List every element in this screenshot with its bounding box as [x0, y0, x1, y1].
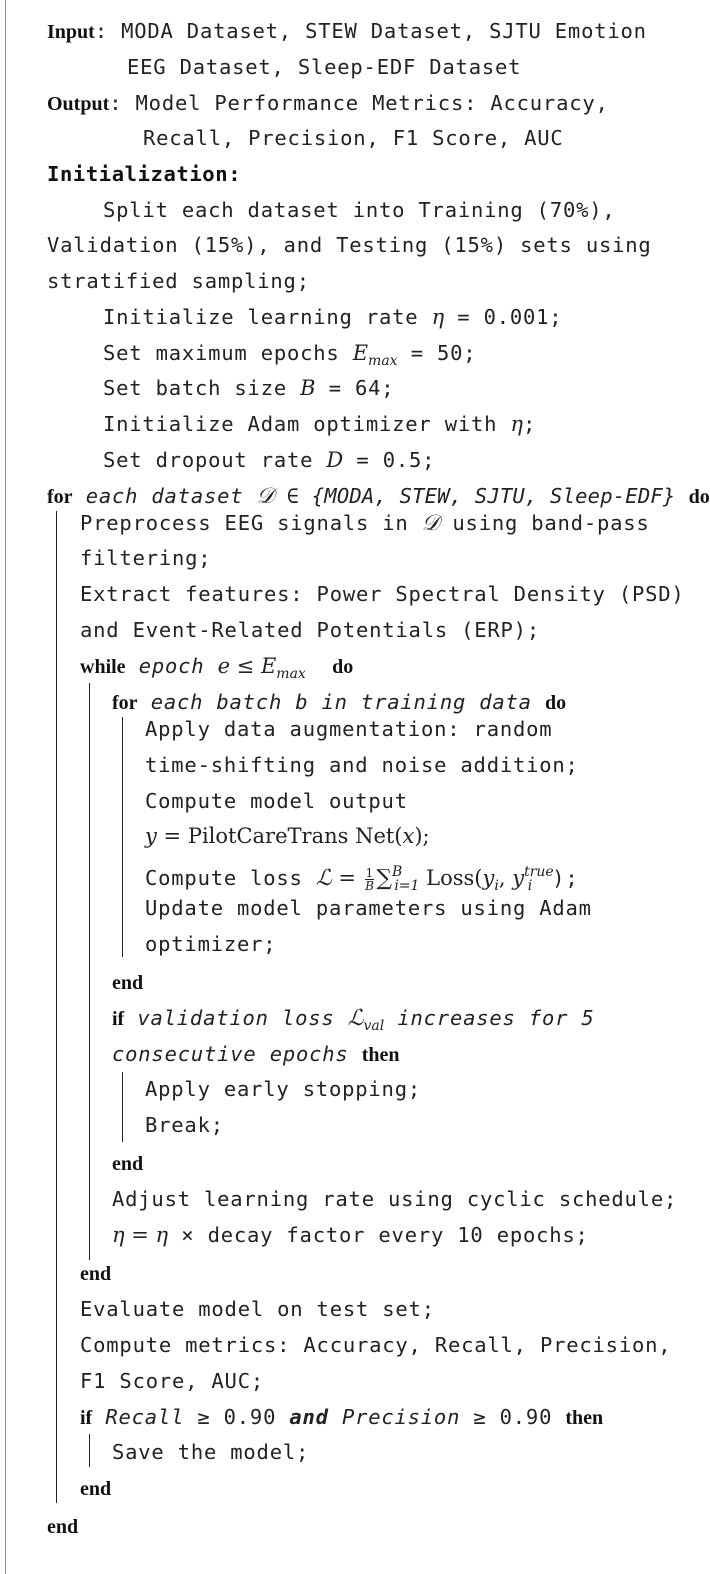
adam-text: Initialize Adam optimizer with — [103, 412, 511, 436]
end-while: end — [80, 1263, 112, 1285]
loss-y-true: y — [512, 866, 525, 890]
out-x: x — [402, 824, 415, 848]
initialization-heading: Initialization: — [47, 162, 242, 186]
input-datasets-1: : MODA Dataset, STEW Dataset, SJTU Emotion — [94, 19, 647, 43]
while-max-sub: max — [276, 666, 306, 682]
batch-symbol: B — [300, 376, 316, 400]
eta-right: η — [155, 1223, 169, 1247]
for-dataset-block-bar — [56, 511, 57, 1503]
if-save-block-bar — [89, 1434, 90, 1467]
init-learning-rate — [103, 302, 562, 332]
loss-y-sub: i — [494, 878, 499, 894]
if-val-sub: val — [363, 1018, 385, 1034]
output-compute-line-1: Compute model output — [145, 789, 408, 813]
output-compute-line-2 — [145, 821, 430, 851]
adjust-lr-line: Adjust learning rate using cyclic schedule; — [112, 1187, 678, 1211]
augment-line-2: time-shifting and noise addition; — [145, 753, 579, 777]
end-for-batch: end — [112, 972, 144, 994]
while-do-keyword: do — [332, 656, 354, 678]
loss-fn: Loss( — [419, 866, 483, 890]
split-line-3: stratified sampling; — [47, 269, 310, 293]
init-adam — [103, 409, 536, 439]
if-save-line — [80, 1402, 603, 1432]
preprocess-line-2: filtering; — [80, 546, 212, 570]
early-stop-line: Apply early stopping; — [145, 1077, 421, 1101]
out-y: y — [145, 824, 157, 848]
left-margin-rule — [5, 0, 6, 1574]
batch-value: = 64; — [315, 376, 395, 400]
if-cond-b: increases for 5 — [384, 1006, 595, 1030]
if-save-and: and — [289, 1405, 329, 1429]
while-block-bar — [89, 683, 90, 1260]
end-if-save: end — [80, 1478, 112, 1500]
if-validation-line-1 — [112, 1003, 595, 1033]
pre-dataset-symbol: 𝒟 — [421, 511, 440, 536]
for-batch-cond: each batch b in training data — [137, 690, 545, 714]
output-line-2: Recall, Precision, F1 Score, AUC — [143, 126, 564, 150]
loss-comma: , — [498, 866, 513, 890]
then-keyword: then — [361, 1044, 400, 1066]
pre-text-a: Preprocess EEG signals in — [80, 511, 422, 535]
loss-y: y — [482, 866, 495, 890]
end-if-validation: end — [112, 1153, 144, 1175]
if-save-ge1: ≥ 0.90 — [197, 1405, 290, 1429]
epochs-symbol: E — [352, 341, 369, 365]
for-batch-block-bar — [122, 717, 123, 957]
for-batch-line — [112, 687, 566, 717]
sum-symbol: ∑ — [376, 866, 393, 891]
if-keyword: if — [112, 1008, 125, 1030]
input-keyword: Input — [47, 21, 95, 43]
while-e-symbol: e — [217, 654, 230, 678]
evaluate-line: Evaluate model on test set; — [80, 1297, 435, 1321]
pre-text-b: using band-pass — [439, 511, 650, 535]
if-save-recall: Recall — [92, 1405, 198, 1429]
features-line-2: and Event-Related Potentials (ERP); — [80, 618, 540, 642]
epochs-subscript: max — [368, 353, 398, 369]
frac-num: 1 — [365, 865, 374, 880]
out-net: = PilotCareTrans Net( — [156, 824, 403, 848]
while-epoch-text: epoch — [125, 654, 218, 678]
while-keyword: while — [80, 656, 126, 678]
metrics-line-1: Compute metrics: Accuracy, Recall, Precision, — [80, 1333, 672, 1357]
loss-true-sup: true — [524, 864, 554, 880]
adam-symbol: η — [510, 412, 523, 436]
if-save-ge2: ≥ 0.90 — [473, 1405, 566, 1429]
update-line-1: Update model parameters using Adam — [145, 896, 592, 920]
init-dropout — [103, 445, 435, 475]
batch-text: Set batch size — [103, 376, 301, 400]
loss-eq: = — [331, 866, 363, 890]
preprocess-line-1 — [80, 508, 650, 538]
lr-value: = 0.001; — [444, 305, 563, 329]
metrics-line-2: F1 Score, AUC; — [80, 1369, 264, 1393]
if-save-precision: Precision — [328, 1405, 474, 1429]
update-line-2: optimizer; — [145, 932, 277, 956]
loss-text: Compute loss — [145, 866, 316, 890]
output-metrics-1: : Model Performance Metrics: Accuracy, — [109, 91, 609, 115]
features-line-1: Extract features: Power Spectral Density (PSD) — [80, 582, 685, 606]
eta-eq: = — [124, 1223, 156, 1247]
lr-symbol: η — [431, 305, 445, 329]
for-dataset-line — [47, 481, 710, 511]
split-line-1: Split each dataset into Training (70%), — [103, 198, 616, 222]
loss-end: ); — [552, 866, 579, 890]
if-validation-block-bar — [122, 1072, 123, 1142]
dropout-text: Set dropout rate — [103, 448, 327, 472]
loss-line — [145, 857, 579, 894]
split-line-2: Validation (15%), and Testing (15%) sets using — [47, 233, 652, 257]
if-save-keyword: if — [80, 1407, 93, 1429]
loss-true-sub: i — [527, 878, 533, 894]
epochs-value: = 50; — [397, 341, 477, 365]
for-keyword: for — [47, 486, 73, 508]
loss-fraction — [365, 867, 375, 892]
eta-rest: × decay factor every 10 epochs; — [168, 1223, 589, 1247]
if-loss-symbol: ℒ — [347, 1006, 364, 1031]
if-save-then: then — [565, 1407, 604, 1429]
for-cond-b: ∈ {MODA, STEW, SJTU, Sleep-EDF} — [274, 484, 676, 508]
for-cond-a: each dataset — [72, 484, 257, 508]
output-keyword: Output — [47, 93, 110, 115]
out-end: ); — [414, 824, 430, 848]
lr-text: Initialize learning rate — [103, 305, 432, 329]
do-keyword: do — [688, 486, 710, 508]
dropout-symbol: D — [326, 448, 344, 472]
dropout-value: = 0.5; — [343, 448, 436, 472]
break-line: Break; — [145, 1113, 224, 1137]
if-cond-2: consecutive epochs — [112, 1042, 362, 1066]
while-line — [80, 651, 353, 681]
for-batch-do: do — [544, 692, 567, 714]
adam-end: ; — [523, 412, 537, 436]
input-line-2: EEG Dataset, Sleep-EDF Dataset — [127, 55, 522, 79]
for-batch-keyword: for — [112, 692, 138, 714]
end-for-dataset: end — [47, 1516, 79, 1538]
eta-update-line — [112, 1220, 589, 1250]
if-cond-a: validation loss — [124, 1006, 348, 1030]
save-model-line: Save the model; — [112, 1440, 310, 1464]
loss-symbol: ℒ — [315, 866, 332, 891]
sum-sup: B — [392, 864, 403, 880]
output-line-1 — [47, 88, 609, 118]
init-max-epochs — [103, 338, 476, 368]
frac-den: B — [365, 878, 374, 893]
eta-left: η — [112, 1223, 125, 1247]
while-E-symbol: E — [260, 654, 277, 678]
epochs-text: Set maximum epochs — [103, 341, 353, 365]
sum-sub: i=1 — [394, 878, 420, 894]
while-le: ≤ — [230, 654, 261, 678]
input-line-1 — [47, 16, 647, 46]
if-validation-line-2 — [112, 1039, 400, 1069]
dataset-symbol: 𝒟 — [256, 484, 275, 509]
init-batch-size — [103, 373, 394, 403]
augment-line-1: Apply data augmentation: random — [145, 717, 553, 741]
